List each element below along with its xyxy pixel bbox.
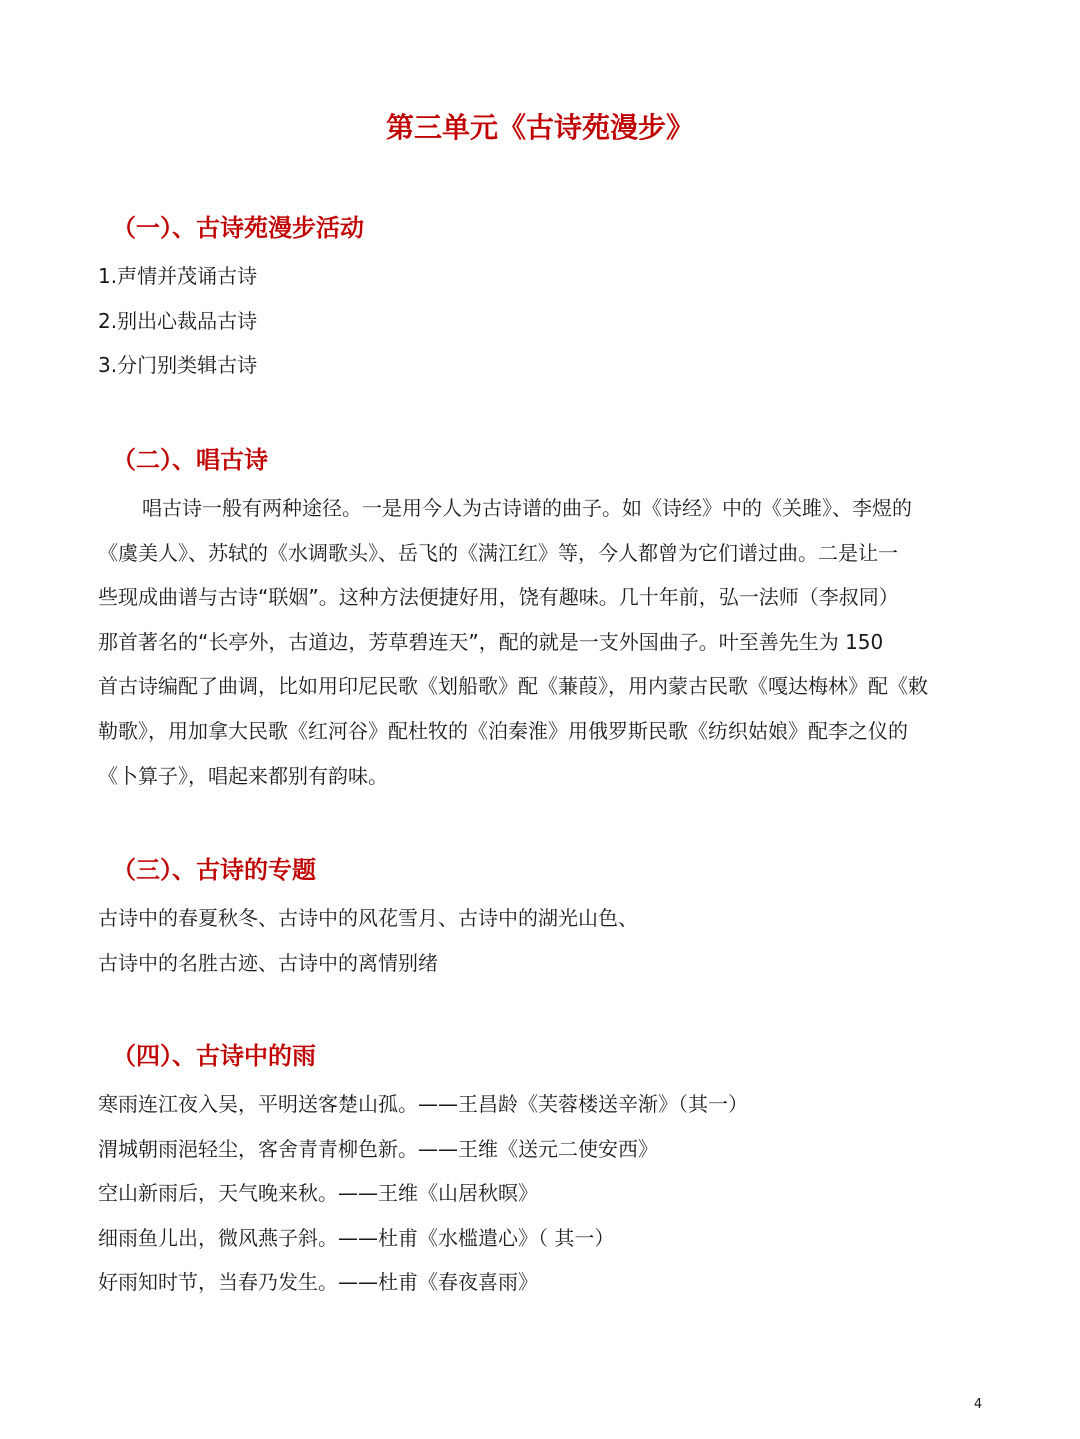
paragraph-line: 《卜算子》，唱起来都别有韵味。 (98, 763, 388, 788)
poem-line: 好雨知时节，当春乃发生。——杜甫《春夜喜雨》 (98, 1270, 538, 1295)
paragraph-line: 唱古诗一般有两种途径。一是用今人为古诗谱的曲子。如《诗经》中的《关雎》、李煜的 (142, 496, 912, 520)
page-number: 4 (973, 1397, 983, 1412)
poem-line: 细雨鱼儿出，微风燕子斜。——杜甫《水槛遣心》（ 其一） (98, 1225, 615, 1250)
poem-line: 寒雨连江夜入吴，平明送客楚山孤。——王昌龄《芙蓉楼送辛渐》（其一） (98, 1092, 748, 1116)
section-heading-singing: （二）、唱古诗 (112, 446, 268, 474)
rain-poems-list (98, 1082, 986, 1305)
list-item: 2.别出心裁品古诗 (98, 308, 258, 333)
list-item: 3.分门别类辑古诗 (98, 353, 258, 378)
list-item: 古诗中的春夏秋冬、古诗中的风花雪月、古诗中的湖光山色、 (98, 906, 638, 930)
list-item: 1.声情并茂诵古诗 (98, 264, 258, 288)
paragraph-line: 《虞美人》、苏轼的《水调歌头》、岳飞的《满江红》等，今人都曾为它们谱过曲。二是让一 (98, 540, 898, 565)
page-title: 第三单元《古诗苑漫步》 (385, 111, 694, 144)
paragraph-line: 那首著名的“长亭外，古道边，芳草碧连天”，配的就是一支外国曲子。叶至善先生为 150 (98, 629, 884, 654)
topics-list (98, 896, 986, 985)
activities-list (98, 254, 986, 388)
section-heading-activities: （一）、古诗苑漫步活动 (112, 214, 364, 242)
section-heading-topics: （三）、古诗的专题 (112, 856, 316, 884)
singing-paragraph (98, 486, 986, 798)
section-heading-rain: （四）、古诗中的雨 (112, 1042, 316, 1070)
poem-line: 渭城朝雨浥轻尘，客舍青青柳色新。——王维《送元二使安西》 (98, 1136, 658, 1161)
paragraph-line: 首古诗编配了曲调，比如用印尼民歌《划船歌》配《蒹葭》，用内蒙古民歌《嘎达梅林》配《敕 (98, 674, 928, 699)
poem-line: 空山新雨后，天气晚来秋。——王维《山居秋暝》 (98, 1181, 538, 1206)
list-item: 古诗中的名胜古迹、古诗中的离情别绪 (98, 950, 438, 975)
paragraph-line: 勒歌》，用加拿大民歌《红河谷》配杜牧的《泊秦淮》用俄罗斯民歌《纺织姑娘》配李之仪的 (98, 718, 908, 743)
paragraph-line: 些现成曲谱与古诗“联姻”。这种方法便捷好用，饶有趣味。几十年前，弘一法师（李叔同） (98, 585, 899, 610)
